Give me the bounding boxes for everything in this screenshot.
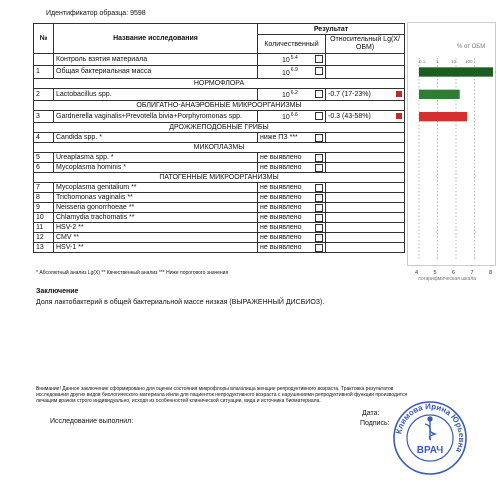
test-name: Lactobacillus spp.: [54, 88, 258, 100]
quantity-value: не выявлено: [260, 204, 302, 212]
relative-cell: [326, 243, 405, 253]
disclaimer-line: лечащим врачом строго индивидуально, исходя из особенностей клинической ситуации, вида и источника биоматериала.: [36, 398, 321, 404]
row-number: 7: [34, 183, 54, 193]
col-result-header: Результат: [258, 24, 405, 35]
conclusion-title: Заключение: [36, 288, 79, 295]
chart-bottom-tick: 8: [489, 270, 493, 276]
quantity-cell: [258, 163, 326, 173]
quantity-cell: [258, 183, 326, 193]
test-name: Mycoplasma hominis *: [54, 163, 258, 173]
test-name: HSV-1 **: [54, 243, 258, 253]
row-checkbox[interactable]: [315, 184, 323, 192]
row-checkbox[interactable]: [315, 134, 323, 142]
row-number: 4: [34, 133, 54, 143]
quantity-cell: [258, 193, 326, 203]
percent-obm-label: % от ОБМ: [457, 44, 486, 50]
section-label: ОБЛИГАТНО-АНАЭРОБНЫЕ МИКРООРГАНИЗМЫ: [34, 100, 405, 110]
table-row: [34, 88, 405, 100]
row-checkbox[interactable]: [315, 204, 323, 212]
row-number: 12: [34, 233, 54, 243]
section-header: [34, 100, 405, 110]
table-row: [34, 193, 405, 203]
row-checkbox[interactable]: [315, 234, 323, 242]
relative-cell: [326, 54, 405, 66]
chart-bottom-tick: 7: [470, 270, 474, 276]
footnote: * Абсолютный анализ Lg(X) ** Качественный анализ *** Ниже порогового значения: [36, 270, 229, 276]
table-row: [34, 243, 405, 253]
test-name: Trichomonas vaginalis **: [54, 193, 258, 203]
table-row: [34, 133, 405, 143]
row-number: 5: [34, 153, 54, 163]
relative-value: -0.3 (43-58%): [328, 113, 371, 121]
relative-cell: [326, 66, 405, 78]
relative-cell: [326, 110, 405, 122]
relative-cell: [326, 223, 405, 233]
section-label: ПАТОГЕННЫЕ МИКРООРГАНИЗМЫ: [34, 173, 405, 183]
section-header: [34, 78, 405, 88]
chart-bar: [419, 67, 493, 76]
row-checkbox[interactable]: [315, 194, 323, 202]
stamp-center-text: ВРАЧ: [416, 445, 444, 456]
row-number: 2: [34, 88, 54, 100]
relative-cell: [326, 193, 405, 203]
quantity-value: 10: [282, 91, 290, 99]
quantity-cell: [258, 54, 326, 66]
row-checkbox[interactable]: [315, 224, 323, 232]
row-number: 1: [34, 66, 54, 78]
chart-top-tick: 100: [465, 59, 473, 64]
quantity-exponent: 6.2: [290, 89, 298, 96]
row-checkbox[interactable]: [315, 154, 323, 162]
relative-cell: [326, 233, 405, 243]
caduceus-icon: [425, 417, 435, 440]
table-row: [34, 153, 405, 163]
relative-cell: [326, 88, 405, 100]
sample-id: Идентификатор образца: 9598: [46, 10, 146, 17]
row-number: 8: [34, 193, 54, 203]
relative-cell: [326, 153, 405, 163]
conclusion-text: Доля лактобактерий в общей бактериальной массе низкая (ВЫРАЖЕННЫЙ ДИСБИОЗ).: [36, 299, 325, 306]
row-number: [34, 54, 54, 66]
quantity-cell: [258, 133, 326, 143]
warning-flag-icon: [396, 91, 402, 97]
quantity-cell: [258, 88, 326, 100]
doctor-stamp: [392, 400, 468, 476]
quantity-value: 10: [282, 57, 290, 65]
quantity-cell: [258, 110, 326, 122]
section-label: МИКОПЛАЗМЫ: [34, 143, 405, 153]
table-row: [34, 66, 405, 78]
test-name: Общая бактериальная масса: [54, 66, 258, 78]
row-number: 9: [34, 203, 54, 213]
quantity-value: не выявлено: [260, 234, 302, 242]
row-number: 11: [34, 223, 54, 233]
warning-flag-icon: [396, 113, 402, 119]
stamp-ring-text: Климова Ирина Юрьевна: [394, 401, 467, 454]
disclaimer-line: исследования других видов биологического материала и/или для пациенток непродуктивного возраста с нарушениями репродуктивной функции производится: [36, 392, 408, 398]
chart-bottom-tick: 4: [415, 270, 419, 276]
chart-bottom-tick: 5: [433, 270, 437, 276]
quantity-cell: [258, 153, 326, 163]
table-row: [34, 223, 405, 233]
section-header: [34, 123, 405, 133]
quantity-value: не выявлено: [260, 194, 302, 202]
quantity-value: не выявлено: [260, 184, 302, 192]
quantity-value: ниже ПЗ ***: [260, 134, 298, 142]
table-row: [34, 203, 405, 213]
quantity-value: не выявлено: [260, 244, 302, 252]
signature-label: Подпись:: [360, 420, 390, 427]
chart-top-tick: 1: [436, 59, 439, 64]
table-row: [34, 233, 405, 243]
row-checkbox[interactable]: [315, 90, 323, 98]
test-name: Chlamydia trachomatis **: [54, 213, 258, 223]
relative-chart: [407, 22, 496, 276]
row-checkbox[interactable]: [315, 55, 323, 63]
chart-bottom-tick: 6: [452, 270, 456, 276]
relative-cell: [326, 163, 405, 173]
relative-cell: [326, 183, 405, 193]
table-row: [34, 183, 405, 193]
row-checkbox[interactable]: [315, 164, 323, 172]
test-name: Ureaplasma spp. *: [54, 153, 258, 163]
quantity-value: 10: [282, 114, 290, 122]
relative-cell: [326, 203, 405, 213]
performed-by-label: Исследование выполнил:: [50, 418, 134, 425]
quantity-cell: [258, 223, 326, 233]
quantity-exponent: 5.4: [290, 55, 298, 61]
section-header: [34, 143, 405, 153]
test-name: Candida spp. *: [54, 133, 258, 143]
quantity-cell: [258, 213, 326, 223]
quantity-cell: [258, 243, 326, 253]
quantity-value: не выявлено: [260, 214, 302, 222]
chart-top-tick: 10: [451, 59, 457, 64]
quantity-value: 10: [282, 69, 290, 77]
quantity-cell: [258, 233, 326, 243]
quantity-cell: [258, 66, 326, 78]
row-checkbox[interactable]: [315, 67, 323, 75]
relative-cell: [326, 133, 405, 143]
quantity-value: не выявлено: [260, 224, 302, 232]
quantity-exponent: 6.6: [290, 111, 298, 118]
chart-bar: [419, 112, 467, 121]
row-checkbox[interactable]: [315, 112, 323, 120]
table-row: [34, 54, 405, 66]
col-quantity-header: Количественный: [258, 35, 326, 54]
quantity-value: не выявлено: [260, 154, 302, 162]
chart-bar: [419, 90, 460, 99]
row-number: 10: [34, 213, 54, 223]
test-name: Контроль взятия материала: [54, 54, 258, 66]
row-checkbox[interactable]: [315, 214, 323, 222]
results-table: [33, 23, 405, 253]
row-checkbox[interactable]: [315, 244, 323, 252]
relative-cell: [326, 213, 405, 223]
col-num-header: №: [34, 24, 54, 54]
table-row: [34, 213, 405, 223]
quantity-cell: [258, 203, 326, 213]
chart-scale-caption: логарифмическая шкала: [418, 276, 477, 282]
chart-top-tick: 0.1: [419, 59, 426, 64]
relative-value: -0.7 (17-23%): [328, 90, 371, 98]
section-header: [34, 173, 405, 183]
test-name: Gardnerella vaginalis+Prevotella bivia+Porphyromonas spp.: [54, 110, 258, 122]
row-number: 3: [34, 110, 54, 122]
test-name: Mycoplasma genitalium **: [54, 183, 258, 193]
section-label: НОРМОФЛОРА: [34, 78, 405, 88]
section-label: ДРОЖЖЕПОДОБНЫЕ ГРИБЫ: [34, 123, 405, 133]
test-name: Neisseria gonorrhoeae **: [54, 203, 258, 213]
table-row: [34, 110, 405, 122]
quantity-value: не выявлено: [260, 164, 302, 172]
disclaimer-line: Внимание! Данное заключение сформировано для оценки состояния микрофлоры влагалища женщин репродуктивного возраста. Трактовка результатов: [36, 386, 394, 392]
test-name: HSV-2 **: [54, 223, 258, 233]
col-name-header: Название исследования: [54, 24, 258, 54]
table-row: [34, 163, 405, 173]
quantity-exponent: 6.9: [290, 67, 298, 74]
test-name: CMV **: [54, 233, 258, 243]
row-number: 13: [34, 243, 54, 253]
date-label: Дата:: [362, 410, 380, 417]
row-number: 6: [34, 163, 54, 173]
col-relative-header: Относительный Lg(X/ОБМ): [326, 35, 405, 54]
